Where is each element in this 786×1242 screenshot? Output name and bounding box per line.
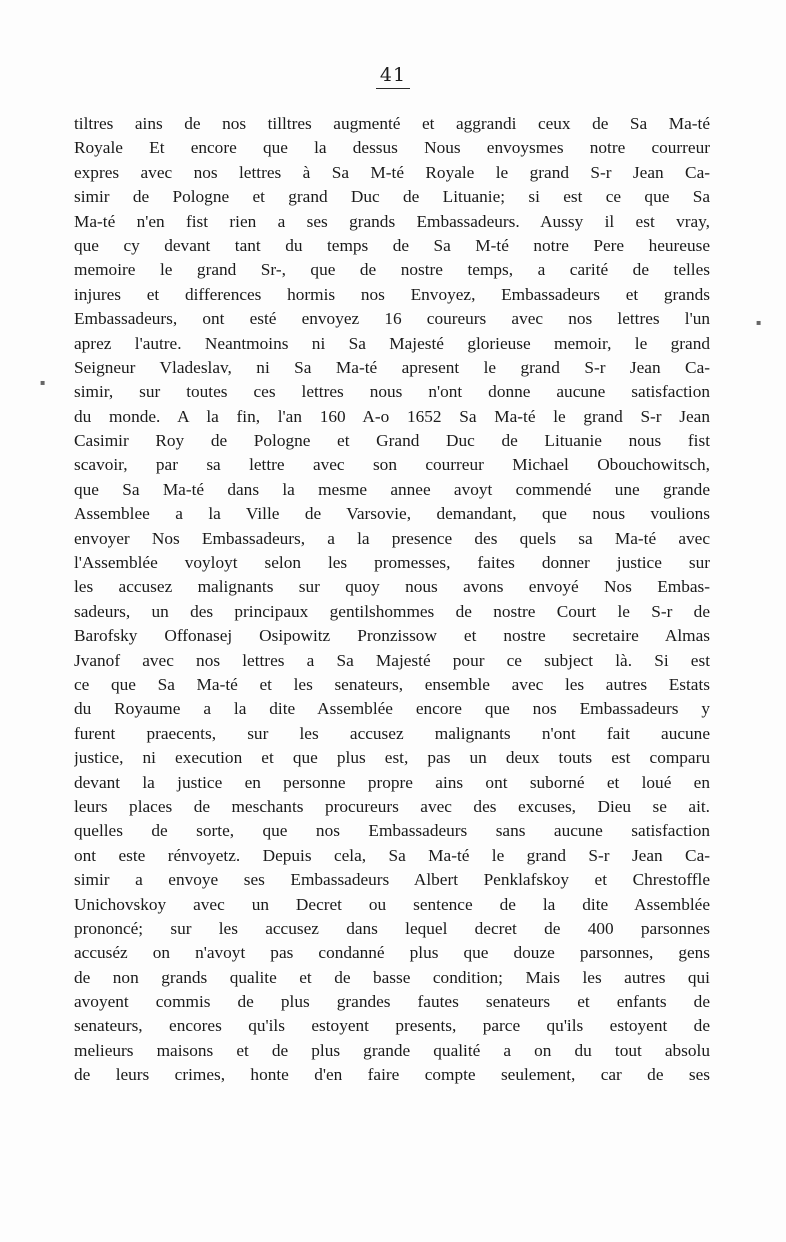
margin-speck: ▪ bbox=[756, 318, 762, 327]
text-line: sadeurs, un des principaux gentilshommes de nostre Court le S-r de bbox=[74, 601, 710, 621]
text-line: Casimir Roy de Pologne et Grand Duc de Lituanie nous fist bbox=[74, 431, 710, 451]
text-line: expres avec nos lettres à Sa M-té Royale le grand S-r Jean Ca- bbox=[74, 162, 710, 182]
text-line: scavoir, par sa lettre avec son courreur Michael Obouchowitsch, bbox=[74, 455, 710, 475]
text-line: Assemblee a la Ville de Varsovie, demandant, que nous voulions bbox=[74, 504, 710, 524]
text-line: Embassadeurs, ont esté envoyez 16 coureurs avec nos lettres l'un bbox=[74, 309, 710, 329]
text-line: senateurs, encores qu'ils estoyent presents, parce qu'ils estoyent de bbox=[74, 1016, 710, 1036]
text-line: avoyent commis de plus grandes fautes senateurs et enfants de bbox=[74, 992, 710, 1012]
text-line: de non grands qualite et de basse condition; Mais les autres qui bbox=[74, 967, 710, 987]
text-line: Ma-té n'en fist rien a ses grands Embassadeurs. Aussy il est vray, bbox=[74, 211, 710, 231]
text-line: accuséz on n'avoyt pas condanné plus que douze parsonnes, gens bbox=[74, 943, 710, 963]
text-line: l'Assemblée voyloyt selon les promesses, faites donner justice sur bbox=[74, 553, 710, 573]
text-line: aprez l'autre. Neantmoins ni Sa Majesté glorieuse memoir, le grand bbox=[74, 333, 710, 353]
text-line: simir de Pologne et grand Duc de Lituanie; si est ce que Sa bbox=[74, 187, 710, 207]
text-line: tiltres ains de nos tilltres augmenté et aggrandi ceux de Sa Ma-té bbox=[74, 114, 710, 133]
text-line: justice, ni execution et que plus est, pas un deux touts est comparu bbox=[74, 748, 710, 768]
body-text bbox=[74, 112, 710, 1088]
text-line: furent praecents, sur les accusez malignants n'ont fait aucune bbox=[74, 723, 710, 743]
text-line: Barofsky Offonasej Osipowitz Pronzissow et nostre secretaire Almas bbox=[74, 626, 710, 646]
page-number bbox=[0, 64, 786, 89]
text-line: leurs places de meschants procureurs avec des excuses, Dieu se ait. bbox=[74, 796, 710, 816]
margin-speck: ▪ bbox=[40, 378, 46, 387]
text-line: memoire le grand Sr-, que de nostre temps, a carité de telles bbox=[74, 260, 710, 280]
text-line: devant la justice en personne propre ains ont suborné et loué en bbox=[74, 772, 710, 792]
text-line: injures et differences hormis nos Envoyez, Embassadeurs et grands bbox=[74, 284, 710, 304]
text-line: quelles de sorte, que nos Embassadeurs sans aucune satisfaction bbox=[74, 821, 710, 841]
page-number-text: 41 bbox=[376, 64, 410, 89]
text-line: de leurs crimes, honte d'en faire compte seulement, car de ses bbox=[74, 1065, 710, 1085]
text-line: simir, sur toutes ces lettres nous n'ont donne aucune satisfaction bbox=[74, 382, 710, 402]
text-line: ce que Sa Ma-té et les senateurs, ensemble avec les autres Estats bbox=[74, 674, 710, 694]
text-line: Royale Et encore que la dessus Nous envoysmes notre courreur bbox=[74, 138, 710, 158]
text-line: envoyer Nos Embassadeurs, a la presence des quels sa Ma-té avec bbox=[74, 528, 710, 548]
text-line: du monde. A la fin, l'an 160 A-o 1652 Sa Ma-té le grand S-r Jean bbox=[74, 406, 710, 426]
text-line: simir a envoye ses Embassadeurs Albert Penklafskoy et Chrestoffle bbox=[74, 870, 710, 890]
text-line: que cy devant tant du temps de Sa M-té notre Pere heureuse bbox=[74, 235, 710, 255]
text-line: Unichovskoy avec un Decret ou sentence de la dite Assemblée bbox=[74, 894, 710, 914]
text-line: melieurs maisons et de plus grande qualité a on du tout absolu bbox=[74, 1040, 710, 1060]
text-line: Jvanof avec nos lettres a Sa Majesté pour ce subject là. Si est bbox=[74, 650, 710, 670]
text-line: ont este rénvoyetz. Depuis cela, Sa Ma-té le grand S-r Jean Ca- bbox=[74, 845, 710, 865]
text-line: que Sa Ma-té dans la mesme annee avoyt commendé une grande bbox=[74, 479, 710, 499]
text-line: prononcé; sur les accusez dans lequel decret de 400 parsonnes bbox=[74, 918, 710, 938]
text-line: les accusez malignants sur quoy nous avons envoyé Nos Embas- bbox=[74, 577, 710, 597]
text-line: Seigneur Vladeslav, ni Sa Ma-té apresent le grand S-r Jean Ca- bbox=[74, 357, 710, 377]
text-line: du Royaume a la dite Assemblée encore que nos Embassadeurs y bbox=[74, 699, 710, 719]
